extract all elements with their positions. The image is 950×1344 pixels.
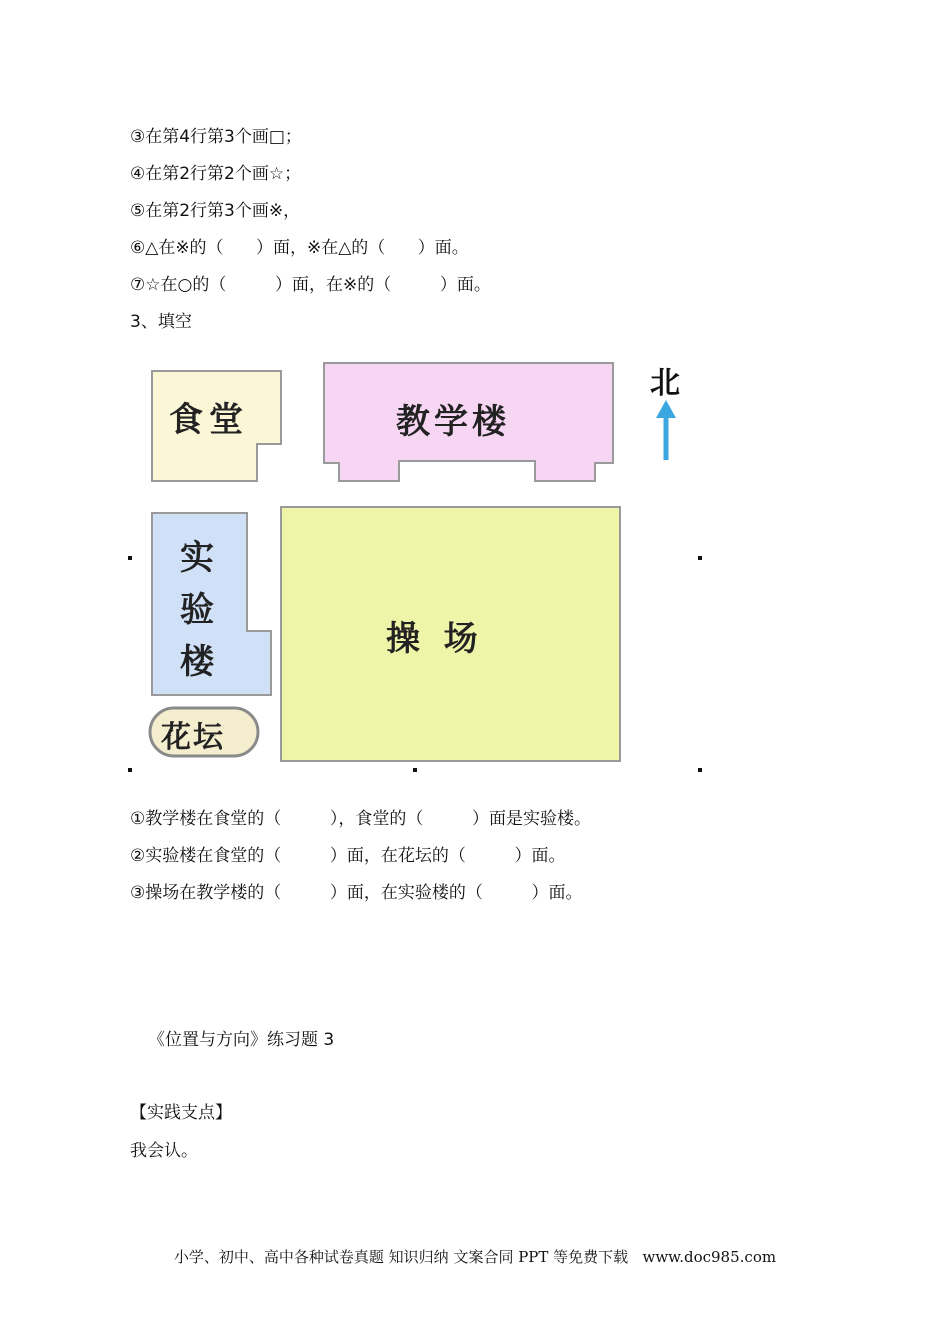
canteen-label: 食堂 xyxy=(169,400,249,440)
fill-question-1: ①教学楼在食堂的（ ），食堂的（ ）面是实验楼。 xyxy=(130,809,592,829)
page-footer: 小学、初中、高中各种试卷真题 知识归纳 文案合同 PPT 等免费下载 www.doc985.com xyxy=(173,1248,777,1266)
practice-heading: 【实践支点】 xyxy=(130,1103,232,1123)
section-3-title: 3、填空 xyxy=(130,312,192,332)
fill-question-3: ③操场在教学楼的（ ）面，在实验楼的（ ）面。 xyxy=(130,883,583,903)
fill-question-2: ②实验楼在食堂的（ ）面，在花坛的（ ）面。 xyxy=(130,846,566,866)
question-line-7: ⑦☆在○的（ ）面，在※的（ ）面。 xyxy=(130,275,491,295)
question-line-4: ④在第2行第2个画☆； xyxy=(130,164,302,184)
question-line-3: ③在第4行第3个画□； xyxy=(130,127,302,147)
question-line-6: ⑥△在※的（ ）面，※在△的（ ）面。 xyxy=(130,238,469,258)
practice-text: 我会认。 xyxy=(130,1141,198,1161)
north-label: 北 xyxy=(650,366,680,401)
teaching-building-label: 教学楼 xyxy=(396,402,510,442)
playground-label: 操 场 xyxy=(386,619,478,659)
corner-mark xyxy=(128,556,132,560)
question-line-5: ⑤在第2行第3个画※， xyxy=(130,201,301,221)
corner-mark xyxy=(128,768,132,772)
corner-mark xyxy=(413,768,417,772)
campus-map xyxy=(128,348,706,776)
north-arrow-icon xyxy=(656,400,676,418)
corner-mark xyxy=(698,556,702,560)
lab-building-label: 实验楼 xyxy=(180,538,214,682)
corner-mark xyxy=(698,768,702,772)
flower-bed-label: 花坛 xyxy=(161,720,225,755)
exercise-title: 《位置与方向》练习题 3 xyxy=(148,1030,335,1050)
